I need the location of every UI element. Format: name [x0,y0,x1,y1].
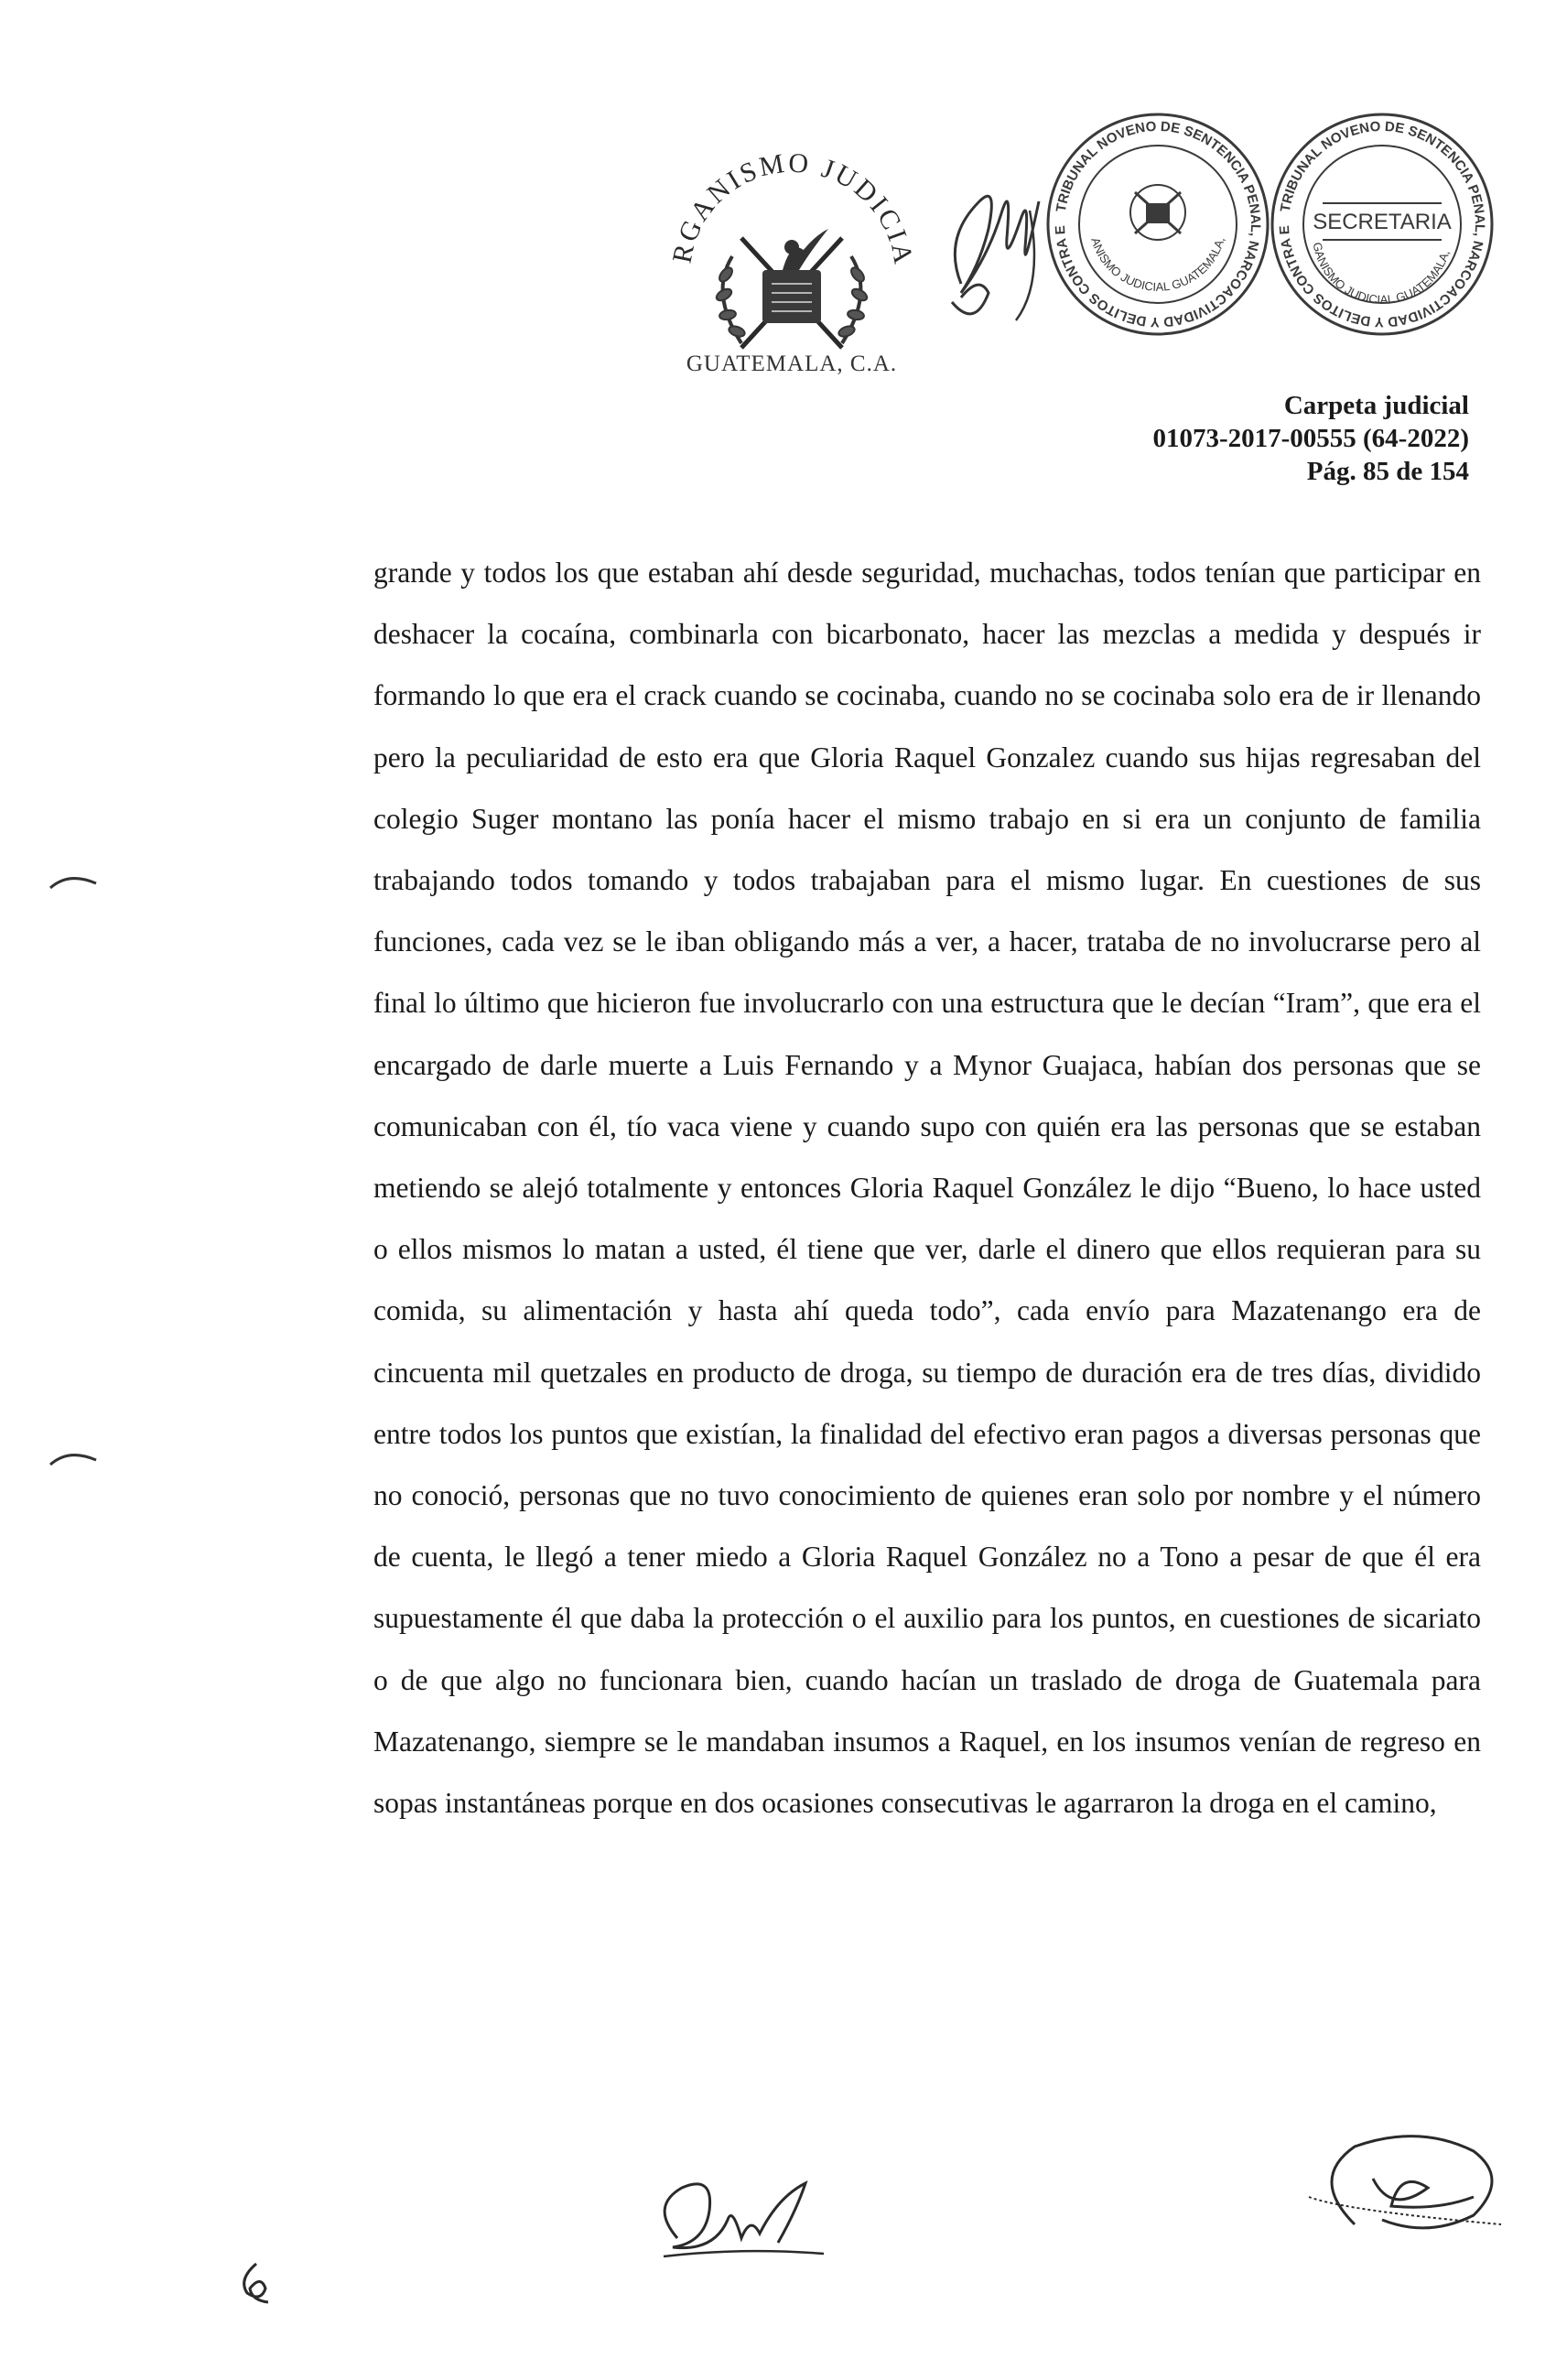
seal-arc-text: RGANISMO JUDICIA [666,147,919,269]
page-number: Pág. 85 de 154 [1306,457,1469,486]
case-label: Carpeta judicial [1283,391,1469,420]
stamp-bottom-text: ANISMO JUDICIAL GUATEMALA, [1088,235,1227,294]
bottom-signature [641,2169,842,2270]
coat-of-arms-icon [654,101,929,375]
margin-mark-icon [46,1446,101,1469]
bottom-right-signature [1291,2124,1519,2243]
initial-mark [233,2256,275,2307]
tribunal-stamp [1043,110,1272,339]
emblem-icon [1130,185,1185,240]
stamp-center-text: SECRETARIA [1313,210,1452,234]
seal-caption: GUATEMALA, C.A. [686,352,898,376]
stamp-outer-text: TRIBUNAL NOVENO DE SENTENCIA PENAL, NARCOACTIVIDAD Y DELITOS CONTRA E [1276,118,1488,330]
margin-mark-icon [46,870,101,892]
document-body: grande y todos los que estaban ahí desde seguridad, muchachas, todos tenían que participar en deshacer la cocaína, combinarla con bicarbonato, hacer las mezclas a medida y después ir formando lo que era el crack cuando se cocinaba, cuando no se cocinaba solo era de ir llenando pero la peculiaridad de esto era que Gloria Raquel Gonzalez cuando sus hijas regresaban del colegio Suger montano las ponía hacer el mismo trabajo en si era un conjunto de familia trabajando todos tomando y todos trabajaban para el mismo lugar. En cuestiones de sus funciones, cada vez se le iban obligando más a ver, a hacer, trataba de no involucrarse pero al final lo último que hicieron fue involucrarlo con una estructura que le decían “Iram”, que era el encargado de darle muerte a Luis Fernando y a Mynor Guajaca, habían dos personas que se comunicaban con él, tío vaca viene y cuando supo con quién era las personas que se estaban metiendo se alejó totalmente y entonces Gloria Raquel González le dijo “Bueno, lo hace usted o ellos mismos lo matan a usted, él tiene que ver, darle el dinero que ellos requieran para su comida, su alimentación y hasta ahí queda todo”, cada envío para Mazatenango era de cincuenta mil quetzales en producto de droga, su tiempo de duración era de tres días, dividido entre todos los puntos que existían, la finalidad del efectivo eran pagos a diversas personas que no conoció, personas que no tuvo conocimiento de quienes eran solo por nombre y el número de cuenta, le llegó a tener miedo a Gloria Raquel González no a Tono a pesar de que él era supuestamente él que daba la protección o el auxilio para los puntos, en cuestiones de sicariato o de que algo no funcionara bien, cuando hacían un traslado de droga de Guatemala para Mazatenango, siempre se le mandaban insumos a Raquel, en los insumos venían de regreso en sopas instantáneas porque en dos ocasiones consecutivas le agarraron la droga en el camino, [373,557,1481,1820]
handwritten-signature [924,146,1053,339]
stamp-bottom-text: GANISMO JUDICIAL GUATEMALA, [1310,241,1453,307]
secretaria-stamp [1268,110,1497,339]
judicial-seal [654,101,929,375]
case-number: 01073-2017-00555 (64-2022) [1152,424,1469,453]
stamp-outer-text: TRIBUNAL NOVENO DE SENTENCIA PENAL, NARCOACTIVIDAD Y DELITOS CONTRA E [1052,118,1264,330]
case-header [1152,389,1469,488]
